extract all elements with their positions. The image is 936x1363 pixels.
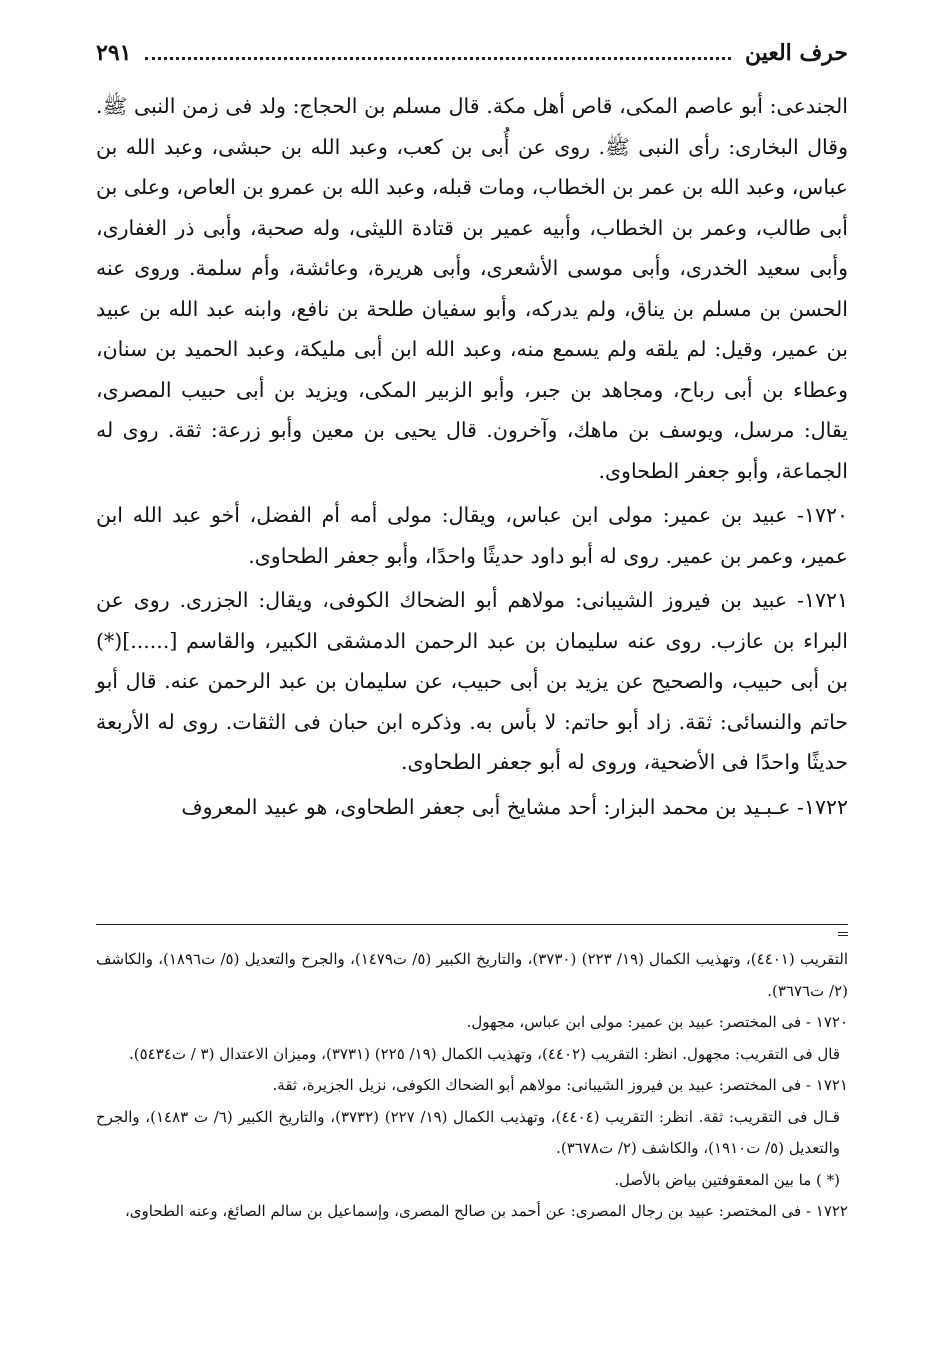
entry-1722: ١٧٢٢- عـبـيد بن محمد البزار: أحد مشايخ أبى جعفر الطحاوى، هو عبيد المعروف [181,794,848,819]
footnote-equals-mark [838,932,848,936]
footnote-line: ١٧٢٢ - فى المختصر: عبيد بن رجال المصرى: عن أحمد بن صالح المصرى، وإسماعيل بن سالم الصائغ، وعنه الطحاوى، [124,1202,848,1220]
paragraph-continuation: الجندعى: أبو عاصم المكى، قاص أهل مكة. قال مسلم بن الحجاج: ولد فى زمن النبى ﷺ. وقال البخارى: رأى النبى ﷺ. روى عن أُبى بن كعب، وعبد الله بن حبشى، وعبد الله بن عباس، وعبد الله بن عمر بن الخطاب، ومات قبله، وعبد الله بن عمرو بن العاص، وعلى بن أبى طالب، وعمر بن الخطاب، وأبيه عمير بن قتادة الليثى، وله صحبة، وأبى ذر الغفارى، وأبى سعيد الخدرى، وأبى موسى الأشعرى، وأبى هريرة، وعائشة، وأم سلمة. وروى عنه الحسن بن مسلم بن يناق، ولم يدركه، وأبو سفيان طلحة بن نافع، وابنه عبد الله بن عبيد بن عمير، وقيل: لم يلقه ولم يسمع منه، وعبد الله ابن أبى مليكة، وعبد الحميد بن سنان، وعطاء بن أبى رباح، ومجاهد بن جبر، وأبو الزبير المكى، ويزيد بن أبى حبيب المصرى، يقال: مرسل، ويوسف بن ماهك، وآخرون. قال يحيى بن معين وأبو زرعة: ثقة. روى له الجماعة، وأبو جعفر الطحاوى. [96,94,848,483]
footnote-divider [96,924,848,925]
main-text [96,86,848,827]
footnotes [96,944,848,1228]
footnote-line: ١٧٢٠ - فى المختصر: عبيد بن عمير: مولى ابن عباس، مجهول. [466,1013,848,1031]
footnote-line: قـال فى التقريب: ثقة. انظر: التقريب (٤٤٠٤)، وتهذيب الكمال (١٩/ ٢٢٧) (٣٧٣٢)، والتاريخ الكبير (٦/ ت ١٤٨٣)، والجرح والتعديل (٥/ ت١٩١٠)، والكاشف (٢/ ت٣٦٧٨). [96,1107,840,1157]
footnote-line: قال فى التقريب: مجهول. انظر: التقريب (٤٤٠٢)، وتهذيب الكمال (١٩/ ٢٢٥) (٣٧٣١)، وميزان الاعتدال (٣ / ت٥٤٣٤). [128,1044,840,1063]
footnote-line: التقريب (٤٤٠١)، وتهذيب الكمال (١٩/ ٢٢٣) (٣٧٣٠)، والتاريخ الكبير (٥/ ت١٤٧٩)، والجرح والتعديل (٥/ ت١٨٩٦)، والكاشف (٢/ ت٣٦٧٦). [96,950,849,1000]
page [96,40,848,831]
page-number: ٢٩١ [96,40,132,66]
entry-1721: ١٧٢١- عبيد بن فيروز الشيبانى: مولاهم أبو الضحاك الكوفى، ويقال: الجزرى. روى عن البراء بن عازب. روى عنه سليمان بن عبد الرحمن الدمشقى الكبير، والقاسم [......](*) بن أبى حبيب، والصحيح عن يزيد بن أبى حبيب، عن سليمان بن عبد الرحمن عنه. قال أبو حاتم والنسائى: ثقة. زاد أبو حاتم: لا بأس به. وذكره ابن حبان فى الثقات. روى له الأربعة حديثًا واحدًا فى الأضحية، وروى له أبو جعفر الطحاوى. [96,588,848,774]
header-dot-leader [145,57,731,60]
footnote-line: (* ) ما بين المعقوفتين بياض بالأصل. [614,1170,840,1189]
header-title: حرف العين [744,40,848,66]
footnote-line: ١٧٢١ - فى المختصر: عبيد بن فيروز الشيبانى: مولاهم أبو الضحاك الكوفى، نزيل الجزيرة، ثقة. [272,1076,848,1094]
entry-1720: ١٧٢٠- عبيد بن عمير: مولى ابن عباس، ويقال: مولى أمه أم الفضل، أخو عبد الله ابن عمير، وعمر بن عمير. روى له أبو داود حديثًا واحدًا، وأبو جعفر الطحاوى. [96,503,848,568]
running-header [96,40,848,80]
